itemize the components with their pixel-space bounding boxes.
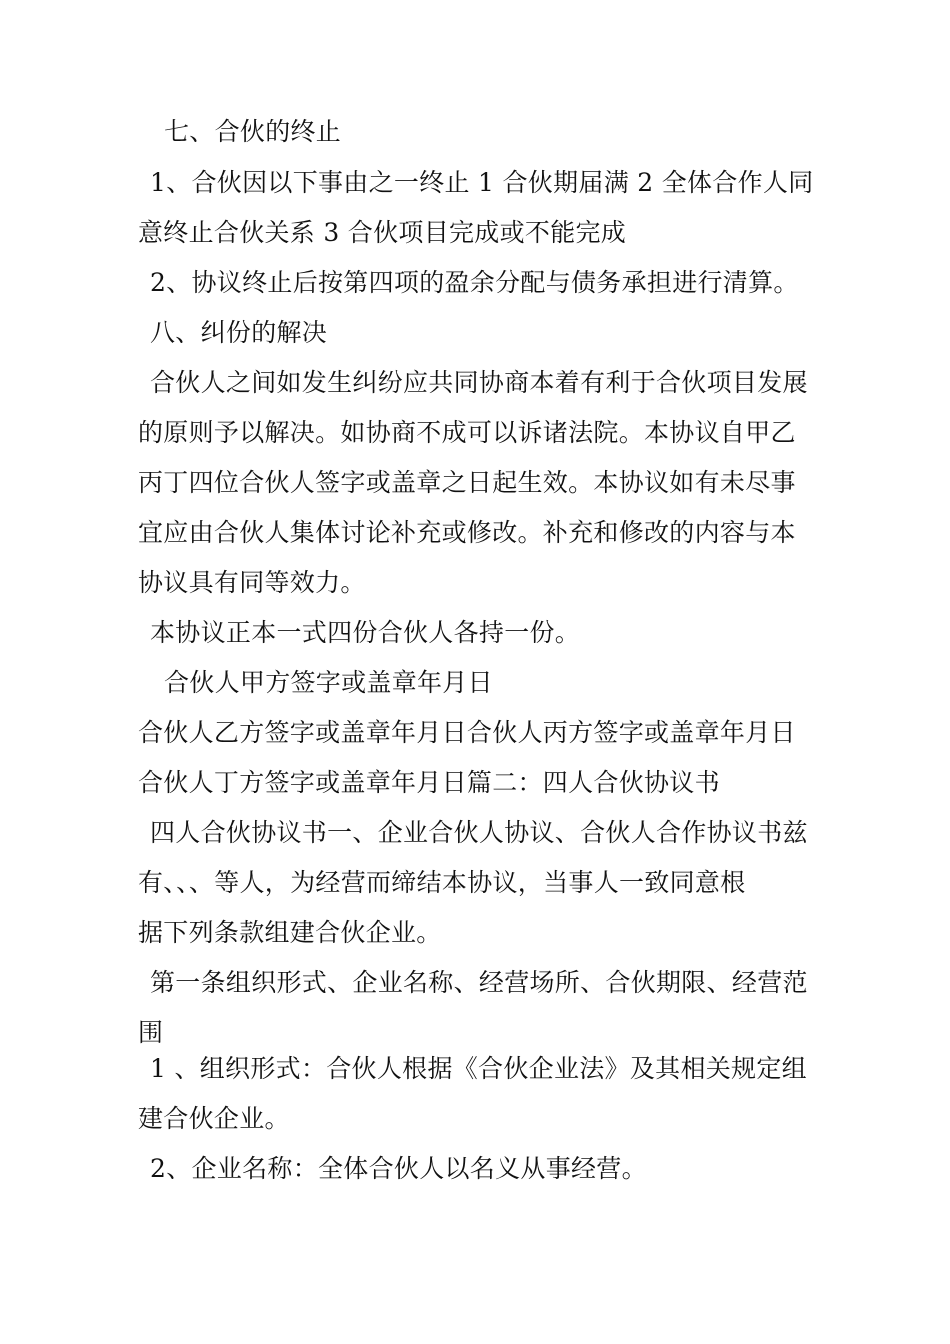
- signature-line: 合伙人甲方签字或盖章年月日: [164, 668, 493, 697]
- section-heading-dispute: 八、纠份的解决: [150, 318, 328, 347]
- paragraph-line: 丙丁四位合伙人签字或盖章之日起生效。本协议如有未尽事: [138, 468, 796, 497]
- article-heading: 第一条组织形式、企业名称、经营场所、合伙期限、经营范: [150, 968, 808, 997]
- paragraph-line: 的原则予以解决。如协商不成可以诉诸法院。本协议自甲乙: [138, 418, 796, 447]
- paragraph-line: 四人合伙协议书一、企业合伙人协议、合伙人合作协议书兹: [150, 818, 808, 847]
- paragraph-line: 意终止合伙关系 3 合伙项目完成或不能完成: [138, 218, 627, 247]
- paragraph-line: 建合伙企业。: [138, 1104, 290, 1133]
- signature-line: 合伙人乙方签字或盖章年月日合伙人丙方签字或盖章年月日: [138, 718, 796, 747]
- paragraph-line: 协议具有同等效力。: [138, 568, 366, 597]
- paragraph-line: 合伙人之间如发生纠纷应共同协商本着有利于合伙项目发展: [150, 368, 808, 397]
- signature-line: 合伙人丁方签字或盖章年月日篇二：四人合伙协议书: [138, 768, 720, 797]
- section-heading-termination: 七、合伙的终止: [164, 117, 342, 146]
- paragraph-line: 有、、、等人，为经营而缔结本协议，当事人一致同意根: [138, 868, 746, 897]
- paragraph-line: 2、协议终止后按第四项的盈余分配与债务承担进行清算。: [150, 268, 799, 297]
- paragraph-line: 2、企业名称：全体合伙人以名义从事经营。: [150, 1154, 647, 1183]
- article-heading: 围: [138, 1018, 164, 1047]
- paragraph-line: 据下列条款组建合伙企业。: [138, 918, 442, 947]
- paragraph-line: 本协议正本一式四份合伙人各持一份。: [150, 618, 581, 647]
- paragraph-line: 1 、组织形式：合伙人根据《合伙企业法》及其相关规定组: [150, 1054, 807, 1083]
- paragraph-line: 1、合伙因以下事由之一终止 1 合伙期届满 2 全体合作人同: [150, 168, 814, 197]
- paragraph-line: 宜应由合伙人集体讨论补充或修改。补充和修改的内容与本: [138, 518, 796, 547]
